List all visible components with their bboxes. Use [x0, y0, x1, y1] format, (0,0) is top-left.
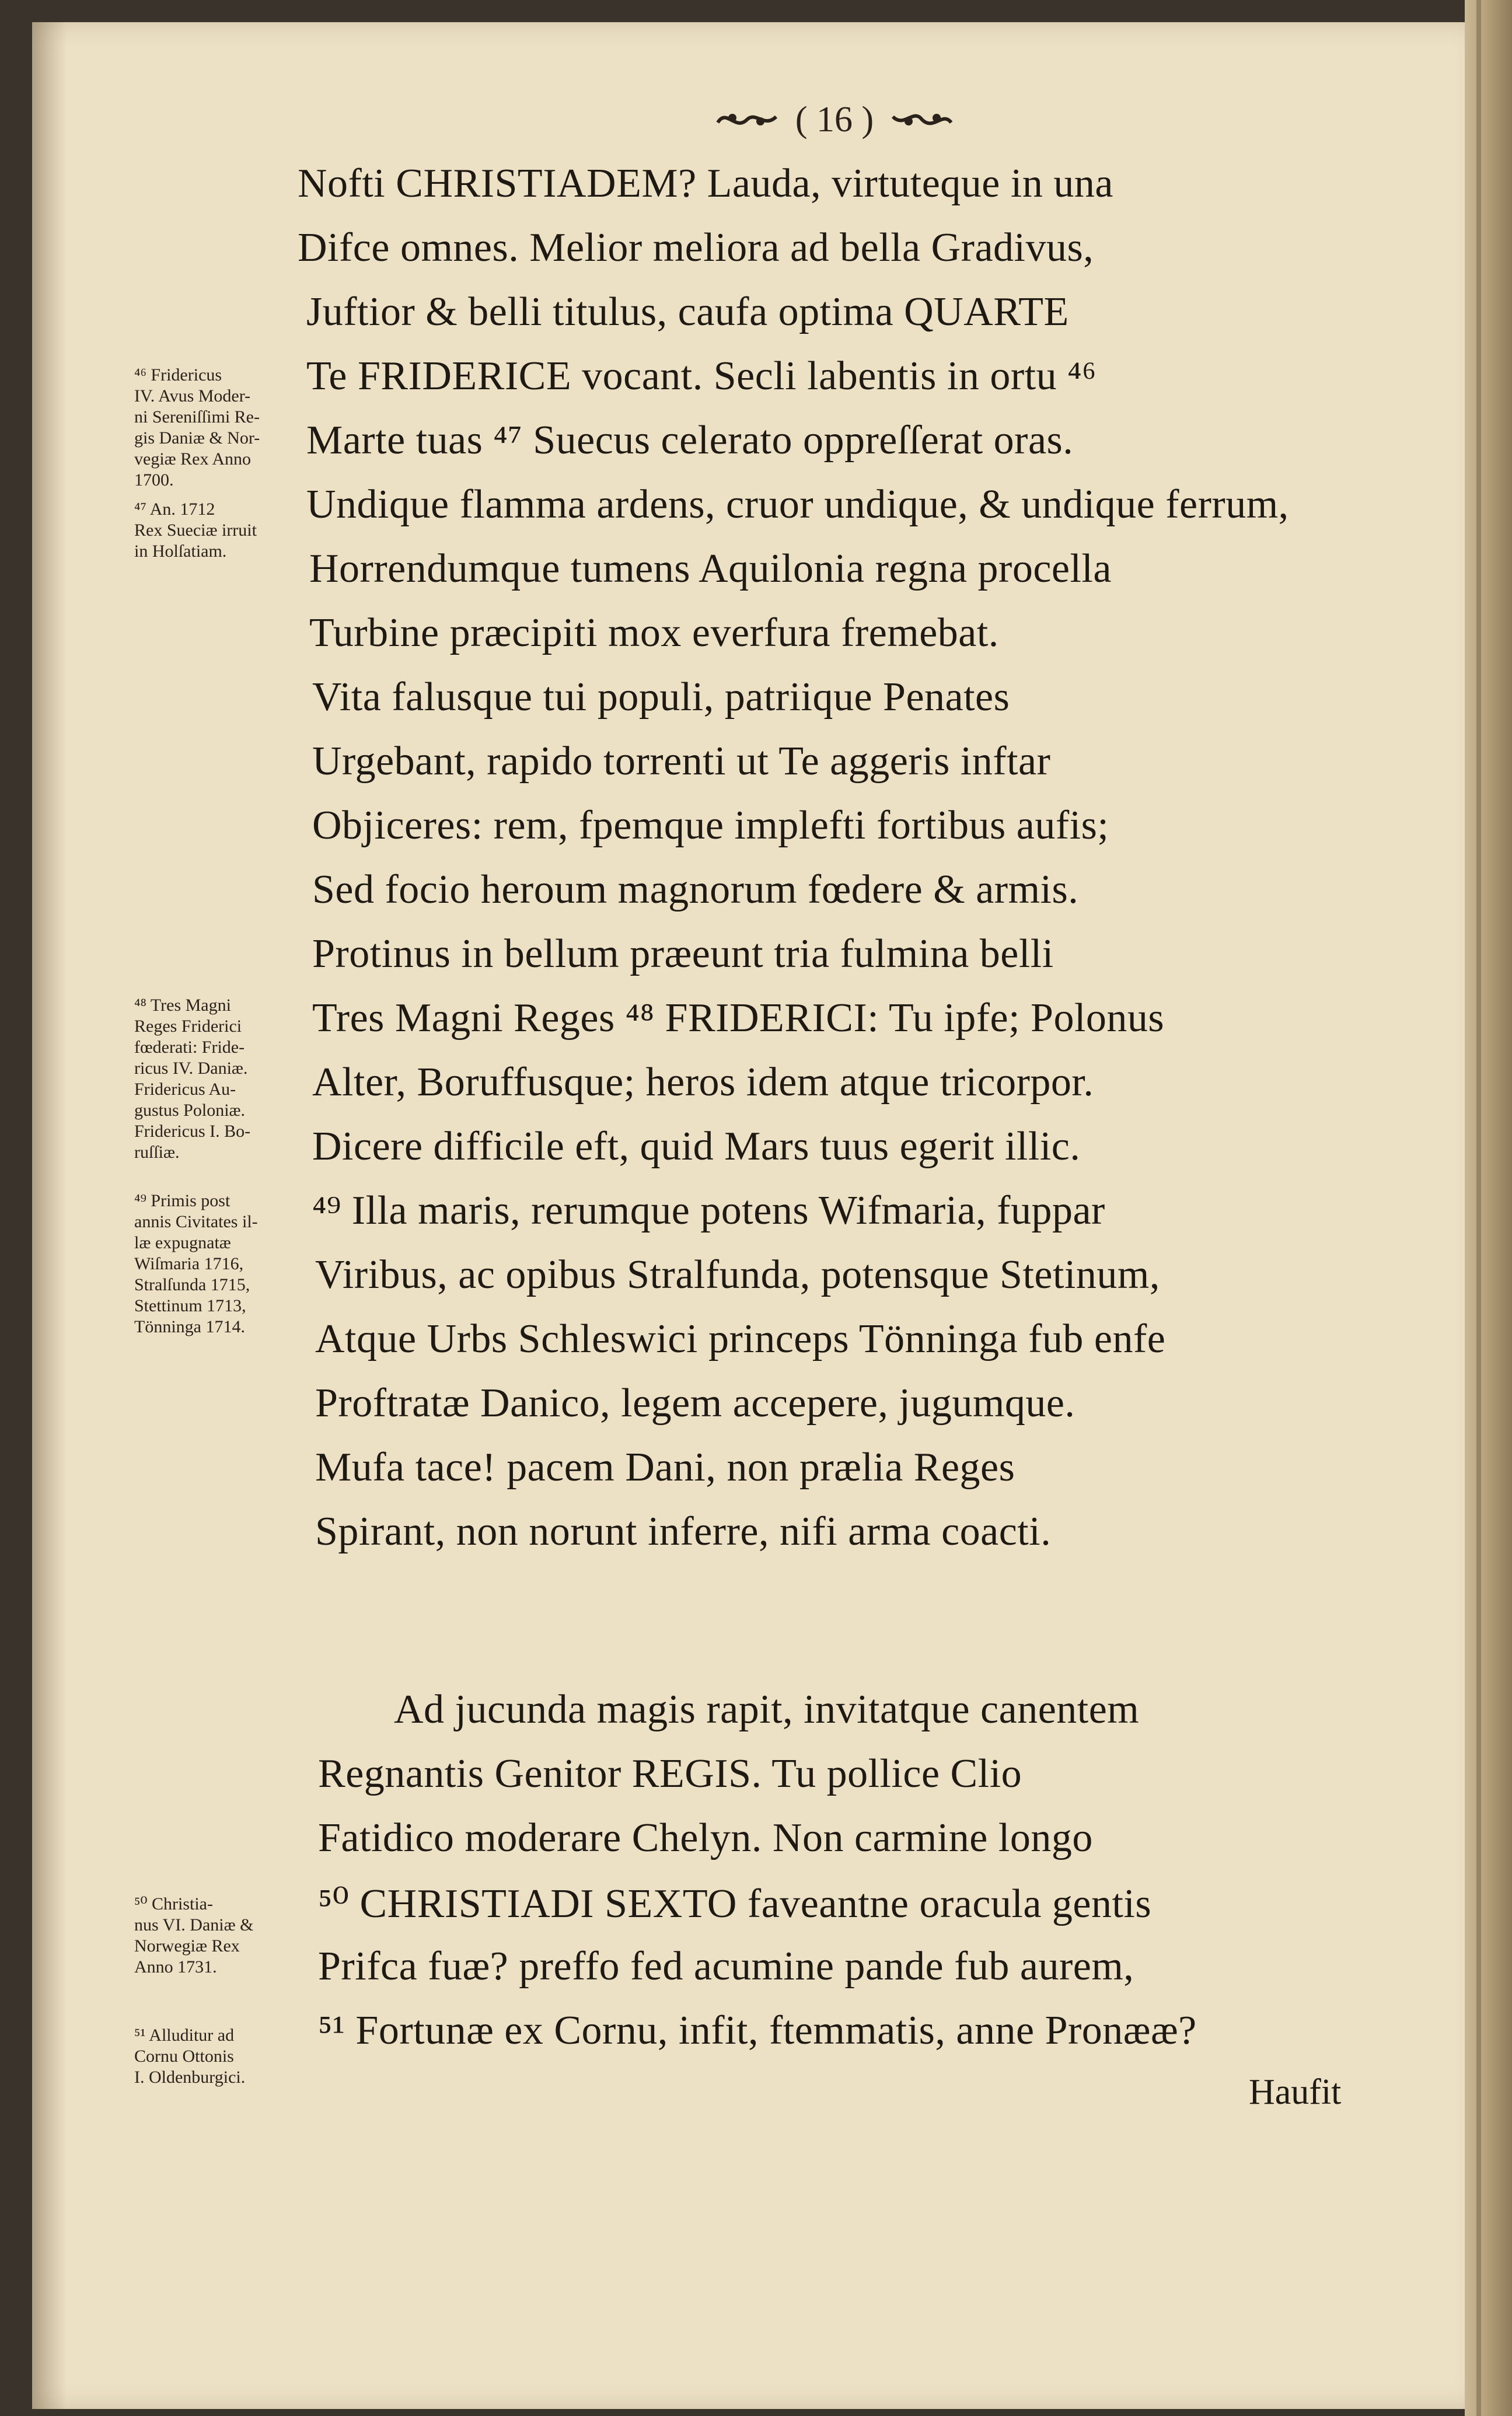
marginal-note-48: ⁴⁸ Tres Magni Reges Friderici fœderati: Fride- ricus IV. Daniæ. Fridericus Au- gustus Poloniæ. Fridericus I. Bo- ruſſiæ.	[134, 996, 251, 1162]
verse-line: Urgebant, rapido torrenti ut Te aggeris inftar	[312, 739, 1051, 784]
verse-line: Nofti CHRISTIADEM? Lauda, virtuteque in una	[298, 161, 1113, 206]
verse-line: ⁵⁰ CHRISTIADI SEXTO faveantne oracula gentis	[318, 1881, 1152, 1926]
page-number: ( 16 )	[795, 99, 874, 139]
verse-line: Viribus, ac opibus Stralfunda, potensque Stetinum,	[315, 1252, 1160, 1297]
verse-line: Marte tuas ⁴⁷ Suecus celerato oppreſſerat oras.	[306, 418, 1074, 463]
verse-line: Turbine præcipiti mox everfura fremebat.	[309, 610, 999, 655]
binding-shadow	[32, 22, 67, 2409]
verse-line: ⁵¹ Fortunæ ex Cornu, infit, ftemmatis, anne Pronææ?	[318, 2008, 1197, 2053]
marginal-note-49: ⁴⁹ Primis post annis Civitates il- læ expugnatæ Wiſmaria 1716, Stralſunda 1715, Stettinum 1713, Tönninga 1714.	[134, 1191, 258, 1336]
verse-line: Protinus in bellum præeunt tria fulmina belli	[312, 931, 1054, 976]
verse-line: Vita falusque tui populi, patriique Penates	[312, 675, 1010, 720]
verse-line: Tres Magni Reges ⁴⁸ FRIDERICI: Tu ipfe; Polonus	[312, 996, 1165, 1041]
verse-line: Objiceres: rem, fpemque implefti fortibus aufis;	[312, 803, 1109, 848]
verse-line: Alter, Boruffusque; heros idem atque tricorpor.	[312, 1060, 1094, 1105]
verse-line: Undique flamma ardens, cruor undique, & undique ferrum,	[306, 482, 1289, 527]
verse-line: Sed focio heroum magnorum fœdere & armis.	[312, 867, 1079, 912]
next-page-edge	[1465, 0, 1512, 2416]
verse-line: Prifca fuæ? preffo fed acumine pande fub aurem,	[318, 1944, 1134, 1989]
verse-line: Spirant, non norunt inferre, nifi arma coacti.	[315, 1509, 1052, 1554]
verse-line: Atque Urbs Schleswici princeps Tönninga fub enfe	[315, 1317, 1166, 1361]
verse-line: Dicere difficile eft, quid Mars tuus egerit illic.	[312, 1124, 1081, 1169]
ornament-left-icon	[715, 105, 779, 134]
verse-line: Horrendumque tumens Aquilonia regna procella	[309, 546, 1112, 591]
marginal-note-47: ⁴⁷ An. 1712 Rex Sueciæ irruit in Holſatiam.	[134, 500, 257, 561]
ornament-right-icon	[890, 105, 954, 134]
verse-line: Juftior & belli titulus, caufa optima QUARTE	[306, 289, 1069, 334]
marginal-note-46: ⁴⁶ Fridericus IV. Avus Moder- ni Sereniſſimi Re- gis Daniæ & Nor- vegiæ Rex Anno 1700.	[134, 365, 260, 490]
verse-line: Fatidico moderare Chelyn. Non carmine longo	[318, 1816, 1093, 1860]
verse-line: Proftratæ Danico, legem accepere, jugumque.	[315, 1381, 1075, 1426]
catchword: Haufit	[1249, 2072, 1342, 2112]
verse-line: Regnantis Genitor REGIS. Tu pollice Clio	[318, 1751, 1022, 1796]
marginal-note-51: ⁵¹ Alluditur ad Cornu Ottonis I. Oldenburgici.	[134, 2026, 246, 2087]
marginal-note-50: ⁵⁰ Christia- nus VI. Daniæ & Norwegiæ Rex Anno 1731.	[134, 1894, 254, 1977]
verse-line: Te FRIDERICE vocant. Secli labentis in ortu ⁴⁶	[306, 354, 1097, 399]
verse-line: Mufa tace! pacem Dani, non prælia Reges	[315, 1445, 1015, 1490]
verse-line: Ad jucunda magis rapit, invitatque canentem	[394, 1687, 1140, 1732]
verse-line: ⁴⁹ Illa maris, rerumque potens Wifmaria, fuppar	[312, 1188, 1105, 1233]
verse-line: Difce omnes. Melior meliora ad bella Gradivus,	[298, 225, 1094, 270]
page-fold	[1476, 0, 1481, 2416]
page-header	[683, 93, 986, 146]
